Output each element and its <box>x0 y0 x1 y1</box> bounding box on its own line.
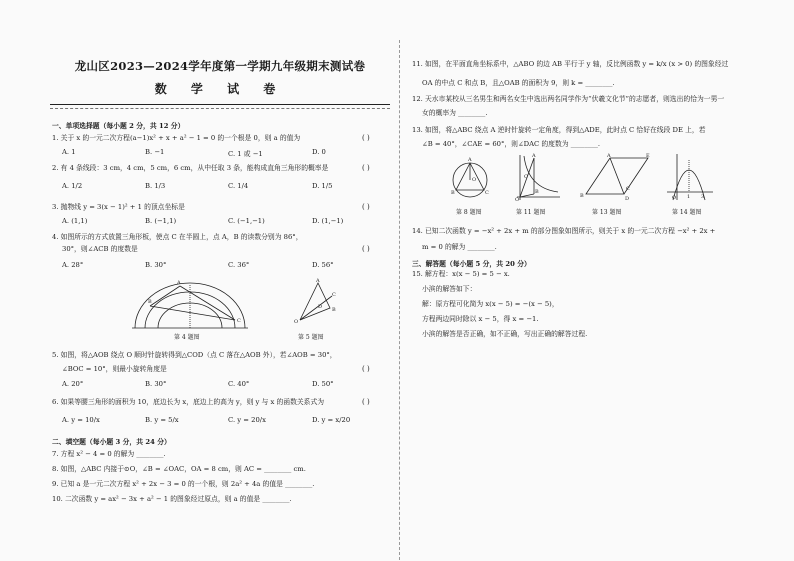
q3-option-b: B. (−1,1) <box>145 217 177 225</box>
q1-stem: 1. 关于 x 的一元二次方程(a−1)x² + x + a² − 1 = 0 的一个根是 0，则 a 的值为 <box>52 134 301 142</box>
svg-text:C: C <box>332 292 336 298</box>
svg-text:O: O <box>515 197 520 203</box>
svg-text:O: O <box>672 195 677 201</box>
q7-stem: 7. 方程 x² − 4 = 0 的解为 ________. <box>52 450 166 458</box>
svg-text:1: 1 <box>687 194 691 200</box>
q5-option-d: D. 50° <box>312 380 334 388</box>
exam-title: 龙山区2023—2024学年度第一学期九年级期末测试卷 <box>74 59 366 73</box>
q3-stem: 3. 抛物线 y = 3(x − 1)² + 1 的顶点坐标是 <box>52 203 185 211</box>
figure-14-parabola <box>665 152 715 202</box>
q2-option-c: C. 1/4 <box>228 182 249 190</box>
q13-stem-line2: ∠B = 40°，∠CAE = 60°，则∠DAC 的度数为 ________. <box>422 140 601 148</box>
q2-answer-paren: ( ) <box>362 164 370 172</box>
svg-text:B: B <box>451 190 455 196</box>
q12-stem-line1: 12. 天水市某校从三名男生和两名女生中选出两名同学作为“伏羲文化节”的志愿者，则选出的恰为一男一 <box>412 95 725 103</box>
svg-text:3: 3 <box>701 194 705 200</box>
figure-13-caption: 第 13 题图 <box>592 209 622 216</box>
q5-option-c: C. 40° <box>228 380 250 388</box>
figure-4-protractor <box>130 276 250 336</box>
q1-answer-paren: ( ) <box>362 134 370 142</box>
figure-13-triangles <box>580 152 650 202</box>
q10-stem: 10. 二次函数 y = ax² − 3x + a² − 1 的图象经过原点，则 a 的值是 ________. <box>52 495 292 503</box>
q4-option-d: D. 56° <box>312 261 334 269</box>
svg-text:B: B <box>332 307 336 313</box>
q5-stem-line2: ∠BOC = 10°，则最小旋转角度是 <box>62 365 167 373</box>
q15-line1: 小滨的解答如下： <box>422 285 477 293</box>
q6-option-d: D. y = x/20 <box>312 416 351 424</box>
q3-answer-paren: ( ) <box>362 203 370 211</box>
q9-stem: 9. 已知 a 是一元二次方程 x² + 2x − 3 = 0 的一个根，则 2a² + 4a 的值是 ________. <box>52 480 315 488</box>
q3-option-d: D. (1,−1) <box>312 217 344 225</box>
svg-text:B: B <box>535 189 539 195</box>
section-1-header: 一、单项选择题（每小题 2 分，共 12 分） <box>52 122 185 130</box>
svg-text:A: A <box>316 278 320 284</box>
q6-option-c: C. y = 20/x <box>228 416 266 424</box>
figure-8-caption: 第 8 题图 <box>456 209 482 216</box>
figure-5-caption: 第 5 题图 <box>298 334 324 341</box>
figure-14-caption: 第 14 题图 <box>672 209 702 216</box>
q15-line3: 方程两边同时除以 x − 5，得 x = −1. <box>422 315 539 323</box>
svg-text:C: C <box>524 174 528 180</box>
q1-option-d: D. 0 <box>312 148 326 156</box>
q4-option-b: B. 30° <box>145 261 167 269</box>
q5-stem-line1: 5. 如图，将△AOB 绕点 O 顺时针旋转得到△COD（点 C 落在△AOB 外），若∠AOB = 30°， <box>52 351 337 359</box>
header-dashed-rule <box>50 108 390 109</box>
q2-stem: 2. 有 4 条线段：3 cm，4 cm，5 cm，6 cm，从中任取 3 条，能构成直角三角形的概率是 <box>52 164 329 172</box>
svg-text:O: O <box>472 177 477 183</box>
q1-option-a: A. 1 <box>62 148 76 156</box>
q6-option-b: B. y = 5/x <box>145 416 179 424</box>
svg-text:A: A <box>468 157 472 163</box>
q1-option-c: C. 1 或 −1 <box>228 150 263 158</box>
section-3-header: 三、解答题（每小题 5 分，共 20 分） <box>412 260 531 268</box>
q15-line4: 小滨的解答是否正确，如不正确，写出正确的解答过程. <box>422 330 588 338</box>
q15-stem: 15. 解方程：x(x − 5) = 5 − x. <box>412 270 510 278</box>
q12-stem-line2: 女的概率为 ________. <box>422 109 488 117</box>
svg-text:D: D <box>318 304 323 310</box>
q14-stem-line1: 14. 已知二次函数 y = −x² + 2x + m 的部分图象如图所示，则关于 x 的一元二次方程 −x² + 2x + <box>412 227 716 235</box>
q4-stem-line2: 30°，则∠ACB 的度数是 <box>62 245 138 253</box>
q4-option-a: A. 28° <box>62 261 84 269</box>
figure-11-caption: 第 11 题图 <box>516 209 546 216</box>
q6-option-a: A. y = 10/x <box>62 416 100 424</box>
svg-text:C: C <box>626 186 630 192</box>
q6-stem: 6. 如果等腰三角形的面积为 10，底边长为 x，底边上的高为 y，则 y 与 x 的函数关系式为 <box>52 398 325 406</box>
svg-text:C: C <box>237 318 241 324</box>
section-2-header: 二、填空题（每小题 3 分，共 24 分） <box>52 438 171 446</box>
q11-stem-line2: OA 的中点 C 和点 B，且△OAB 的面积为 9，则 k = ________. <box>422 79 615 87</box>
right-column <box>410 0 750 561</box>
svg-text:A: A <box>177 280 181 286</box>
q4-answer-paren: ( ) <box>362 245 370 253</box>
svg-text:A: A <box>607 153 611 159</box>
figure-5-rotation <box>290 278 340 326</box>
svg-text:D: D <box>625 196 630 202</box>
svg-text:E: E <box>646 153 650 159</box>
exam-subject: 数 学 试 卷 <box>154 82 286 96</box>
q5-option-b: B. 30° <box>145 380 167 388</box>
figure-8-circle <box>450 152 490 202</box>
q3-option-a: A. (1,1) <box>62 217 88 225</box>
svg-text:B: B <box>580 193 584 199</box>
q4-stem-line1: 4. 如图所示的方式放置三角形板，使点 C 在半圆上，点 A，B 的读数分别为 86°， <box>52 233 303 241</box>
q4-option-c: C. 36° <box>228 261 250 269</box>
q3-option-c: C. (−1,−1) <box>228 217 265 225</box>
left-column <box>50 0 390 561</box>
header-rule <box>50 104 390 105</box>
q2-option-b: B. 1/3 <box>145 182 166 190</box>
figure-11-hyperbola <box>512 152 562 202</box>
svg-text:O: O <box>294 319 299 325</box>
figure-4-caption: 第 4 题图 <box>174 334 200 341</box>
page-fold-line <box>399 40 400 560</box>
svg-text:C: C <box>485 190 489 196</box>
q8-stem: 8. 如图，△ABC 内接于⊙O，∠B = ∠OAC，OA = 8 cm，则 AC = ________ cm. <box>52 465 306 473</box>
q2-option-a: A. 1/2 <box>62 182 83 190</box>
q13-stem-line1: 13. 如图，将△ABC 绕点 A 逆时针旋转一定角度，得到△ADE，此时点 C 恰好在线段 DE 上，若 <box>412 126 706 134</box>
q1-option-b: B. −1 <box>145 148 165 156</box>
q5-option-a: A. 20° <box>62 380 84 388</box>
q11-stem-line1: 11. 如图，在平面直角坐标系中，△ABO 的边 AB 平行于 y 轴，反比例函数 y = k/x (x > 0) 的图象经过 <box>412 60 729 68</box>
q14-stem-line2: m = 0 的解为 ________. <box>422 243 497 251</box>
q5-answer-paren: ( ) <box>362 365 370 373</box>
q2-option-d: D. 1/5 <box>312 182 333 190</box>
svg-text:B: B <box>148 299 152 305</box>
svg-text:A: A <box>532 153 536 159</box>
q6-answer-paren: ( ) <box>362 398 370 406</box>
q15-line2: 解：原方程可化简为 x(x − 5) = −(x − 5)， <box>422 300 559 308</box>
